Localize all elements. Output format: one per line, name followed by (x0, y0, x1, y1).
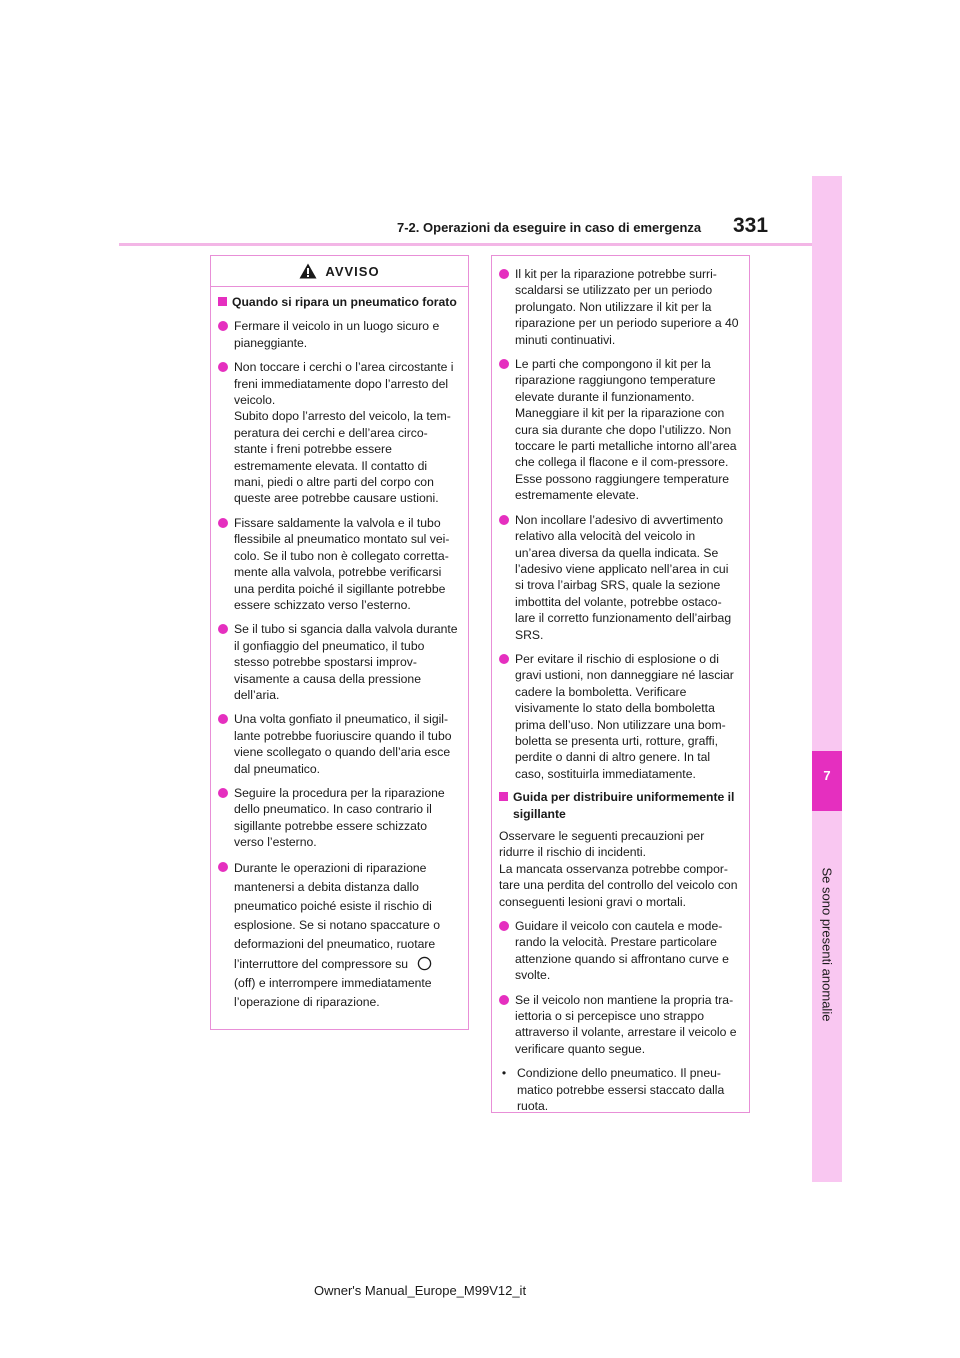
paragraph: Osservare le seguenti precauzioni per ridurre il rischio di incidenti. La mancata osservanza potrebbe compor-tare una perdita del controllo del veicolo con conseguenti lesioni gravi o mortali. (499, 829, 738, 909)
dot-bullet: • (501, 1066, 507, 1081)
round-bullet-icon (218, 714, 228, 724)
section-title: 7-2. Operazioni da eseguire in caso di emergenza (397, 220, 702, 235)
chapter-number: 7 (823, 768, 831, 783)
header-rule (119, 243, 841, 246)
warning-title: AVVISO (325, 263, 380, 279)
round-bullet-icon (499, 269, 509, 279)
warning-heading-text: Quando si ripara un pneumatico forato (232, 295, 457, 309)
warning-triangle-icon (299, 263, 317, 279)
round-bullet-icon (499, 921, 509, 931)
section-heading-text: Guida per distribuire uniformemente il sigillante (513, 790, 735, 821)
list-item (499, 356, 739, 504)
list-item-text: Non incollare l’adesivo di avvertimento relativo alla velocità del veicolo in un’area diversa da quella indicata. Se l’adesivo viene applicato nell’area in cui si trova l’airbag SRS, quale la sezione imbottita del volante, potrebbe ostaco-lare il corretto funzionamento dell’airbag SRS. (515, 512, 732, 642)
list-item (499, 918, 739, 984)
square-bullet-icon (218, 297, 227, 306)
warning-header (211, 256, 468, 287)
warning-heading (218, 294, 458, 310)
round-bullet-icon (499, 515, 509, 525)
list-item (499, 512, 739, 643)
square-bullet-icon (499, 792, 508, 801)
list-item-text: Fermare il veicolo in un luogo sicuro e pianeggiante. (234, 319, 440, 350)
footer-text: Owner's Manual_Europe_M99V12_it (314, 1283, 527, 1298)
page-number: 331 (733, 214, 769, 237)
chapter-side-tab (812, 176, 842, 1182)
caution-box (491, 255, 750, 1113)
list-item-text: Se il veicolo non mantiene la propria tra-iettoria o si percepisce uno strappo attraverso il volante, arrestare il veicolo e verificare quanto segue. (515, 992, 737, 1056)
round-bullet-icon (218, 624, 228, 634)
list-item-text: Fissare saldamente la valvola e il tubo flessibile al pneumatico montato sul vei-colo. Se il tubo non è collegato corretta-mente alla valvola, potrebbe verificarsi una perdita poiché il sigillante potrebbe essere schizzato verso l’esterno. (234, 515, 450, 612)
list-item (499, 992, 739, 1058)
list-item (218, 859, 458, 1013)
list-item-text: Durante le operazioni di riparazione mantenersi a debita distanza dallo pneumatico poiché esiste il rischio di esplosione. Se si notano spaccature o deformazioni del pneumatico, ruotare l’interruttore del compressore su (off) e interrompere immediatamente l’operazione di riparazione. (234, 860, 440, 1010)
chapter-title: Se sono presenti anomalie (819, 867, 835, 1022)
round-bullet-icon (218, 321, 228, 331)
section-heading (499, 789, 739, 822)
round-bullet-icon (218, 362, 228, 372)
list-item (218, 785, 458, 851)
list-item (218, 711, 458, 777)
warning-box (210, 255, 469, 1030)
dot-list-item (499, 1065, 739, 1114)
list-item-text: Una volta gonfiato il pneumatico, il sigil-lante potrebbe fuoriuscire quando il tubo viene scollegato o quando dell’aria esce dal pneumatico. (234, 712, 452, 776)
list-item-text: Le parti che compongono il kit per la riparazione raggiungono temperature elevate durante il funzionamento. Maneggiare il kit per la riparazione con cura sia durante che dopo l’utilizzo. Non toccare le parti metalliche intorno all’area che collega il flacone e il com-pressore. Esse possono raggiungere temperature estremamente elevate. (515, 357, 737, 503)
list-item-text: Se il tubo si sgancia dalla valvola durante il gonfiaggio del pneumatico, il tubo stesso potrebbe spostarsi improv-visamente a causa della pressione dell’aria. (234, 622, 458, 702)
list-item-text: Il kit per la riparazione potrebbe surri-scaldarsi se utilizzato per un periodo prolungato. Non utilizzare il kit per la riparazione per un periodo superiore a 40 minuti continuativi. (515, 267, 739, 347)
list-item-text: Non toccare i cerchi o l’area circostante i freni immediatamente dopo l’arresto del veicolo. Subito dopo l’arresto del veicolo, la tem-peratura dei cerchi e dell’area circo-stante i freni potrebbe essere estremamente elevata. Il contatto di mani, piedi o altre parti del corpo con queste aree potrebbe causare ustioni. (234, 360, 454, 506)
round-bullet-icon (218, 518, 228, 528)
dot-list-item-text: Condizione dello pneumatico. Il pneu-matico potrebbe essersi staccato dalla ruota. (517, 1066, 725, 1114)
list-item (218, 621, 458, 703)
list-item (218, 359, 458, 507)
power-off-icon (417, 956, 432, 971)
list-item (499, 266, 739, 348)
list-item-text: Guidare il veicolo con cautela e mode-rando la velocità. Prestare particolare attenzione quando si affrontano curve e svolte. (515, 919, 729, 983)
list-item (218, 515, 458, 613)
list-item (218, 318, 458, 351)
list-item-text: Per evitare il rischio di esplosione o di gravi ustioni, non danneggiare né lasciar cadere la bomboletta. Verificare visivamente lo stato della bomboletta prima dell’uso. Non utilizzare una bom-boletta se presenta urti, rotture, graffi, perdite o danni di altro genere. In tal caso, sostituirla immediatamente. (515, 651, 734, 781)
round-bullet-icon (499, 359, 509, 369)
list-item-text: Seguire la procedura per la riparazione dello pneumatico. In caso contrario il sigillante potrebbe essere schizzato verso l’esterno. (234, 785, 445, 850)
round-bullet-icon (218, 862, 228, 872)
round-bullet-icon (499, 995, 509, 1005)
round-bullet-icon (499, 654, 509, 664)
round-bullet-icon (218, 788, 228, 798)
list-item (499, 651, 739, 782)
